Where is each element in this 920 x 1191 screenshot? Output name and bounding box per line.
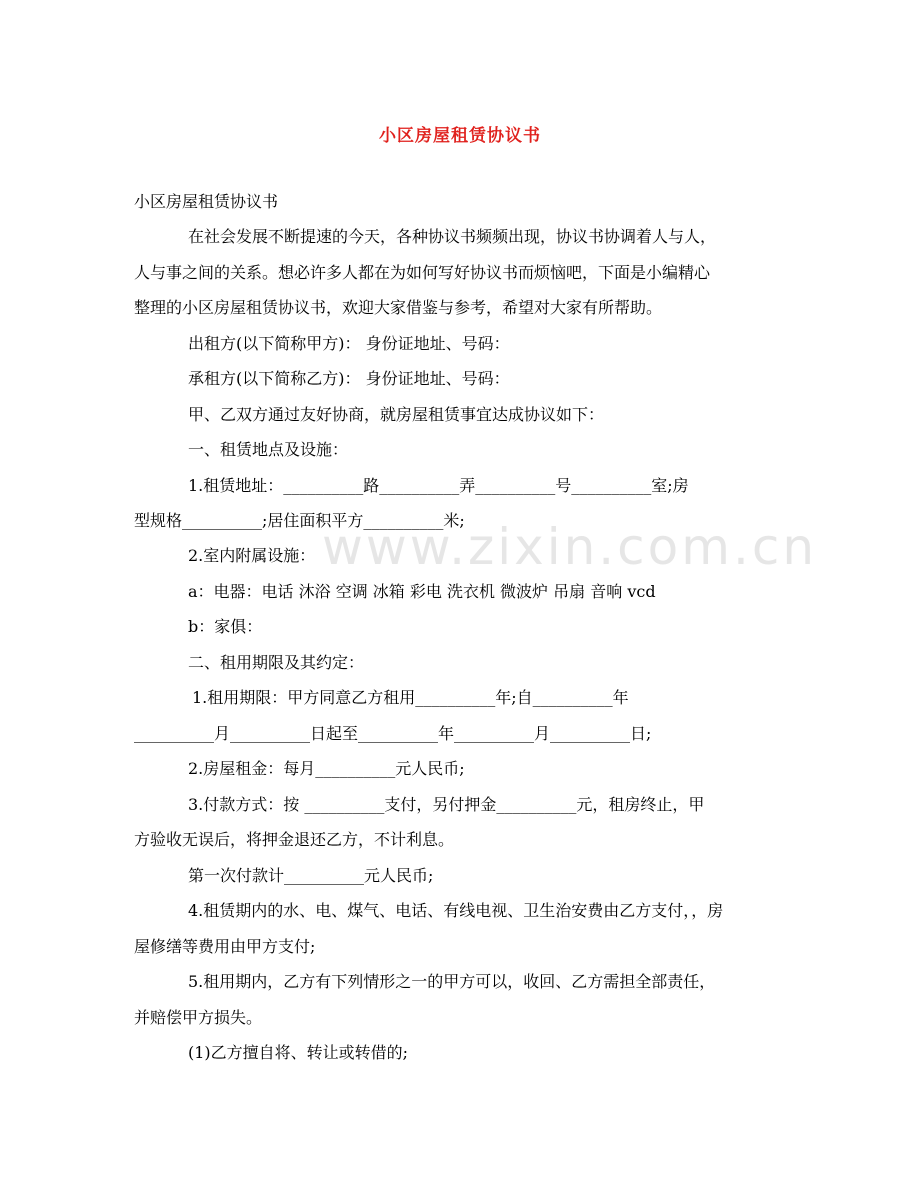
paragraph-line: 屋修缮等费用由甲方支付; [134,937,316,956]
paragraph-line: 1.租赁地址：__________路__________弄__________号__________室;房 [188,476,689,495]
paragraph-line: 5.租用期内，乙方有下列情形之一的甲方可以，收回、乙方需担全部责任， [188,972,716,991]
paragraph-line: 并赔偿甲方损失。 [134,1008,263,1027]
paragraph-line: 第一次付款计__________元人民币; [188,866,434,885]
paragraph-line: a：电器：电话 沐浴 空调 冰箱 彩电 洗衣机 微波炉 吊扇 音响 vcd [188,582,656,601]
document-title: 小区房屋租赁协议书 [379,126,541,146]
paragraph-line: 1.租用期限：甲方同意乙方租用__________年;自__________年 [192,688,629,707]
subtitle-line: 小区房屋租赁协议书 [134,192,279,211]
paragraph-line: 出租方(以下简称甲方)： 身份证地址、号码： [188,334,510,353]
paragraph-line: (1)乙方擅自将、转让或转借的; [188,1043,409,1062]
paragraph-line: 承租方(以下简称乙方)： 身份证地址、号码： [188,369,510,388]
paragraph-line: 整理的小区房屋租赁协议书，欢迎大家借鉴与参考，希望对大家有所帮助。 [134,298,663,317]
paragraph-line: 人与事之间的关系。想必许多人都在为如何写好协议书而烦恼吧，下面是小编精心 [134,263,711,282]
section-heading: 一、租赁地点及设施： [188,440,349,459]
paragraph-line: 2.房屋租金：每月__________元人民币; [188,759,465,778]
paragraph-line: 方验收无误后，将押金退还乙方，不计利息。 [134,830,455,849]
paragraph-line: 在社会发展不断提速的今天，各种协议书频频出现，协议书协调着人与人， [188,227,717,246]
paragraph-line: __________月__________日起至__________年__________月__________日; [134,724,652,743]
watermark: www.zixin.com.cn [322,518,818,576]
paragraph-line: 甲、乙双方通过友好协商，就房屋租赁事宜达成协议如下： [188,405,605,424]
paragraph-line: 2.室内附属设施： [188,546,316,565]
paragraph-line: 3.付款方式：按 __________支付，另付押金__________元，租房终止，甲 [188,795,705,814]
paragraph-line: b：家俱： [188,617,263,636]
section-heading: 二、租用期限及其约定： [188,653,365,672]
paragraph-line: 4.租赁期内的水、电、煤气、电话、有线电视、卫生治安费由乙方支付，，房 [188,901,724,920]
paragraph-line: 型规格__________;居住面积平方__________米; [134,511,465,530]
